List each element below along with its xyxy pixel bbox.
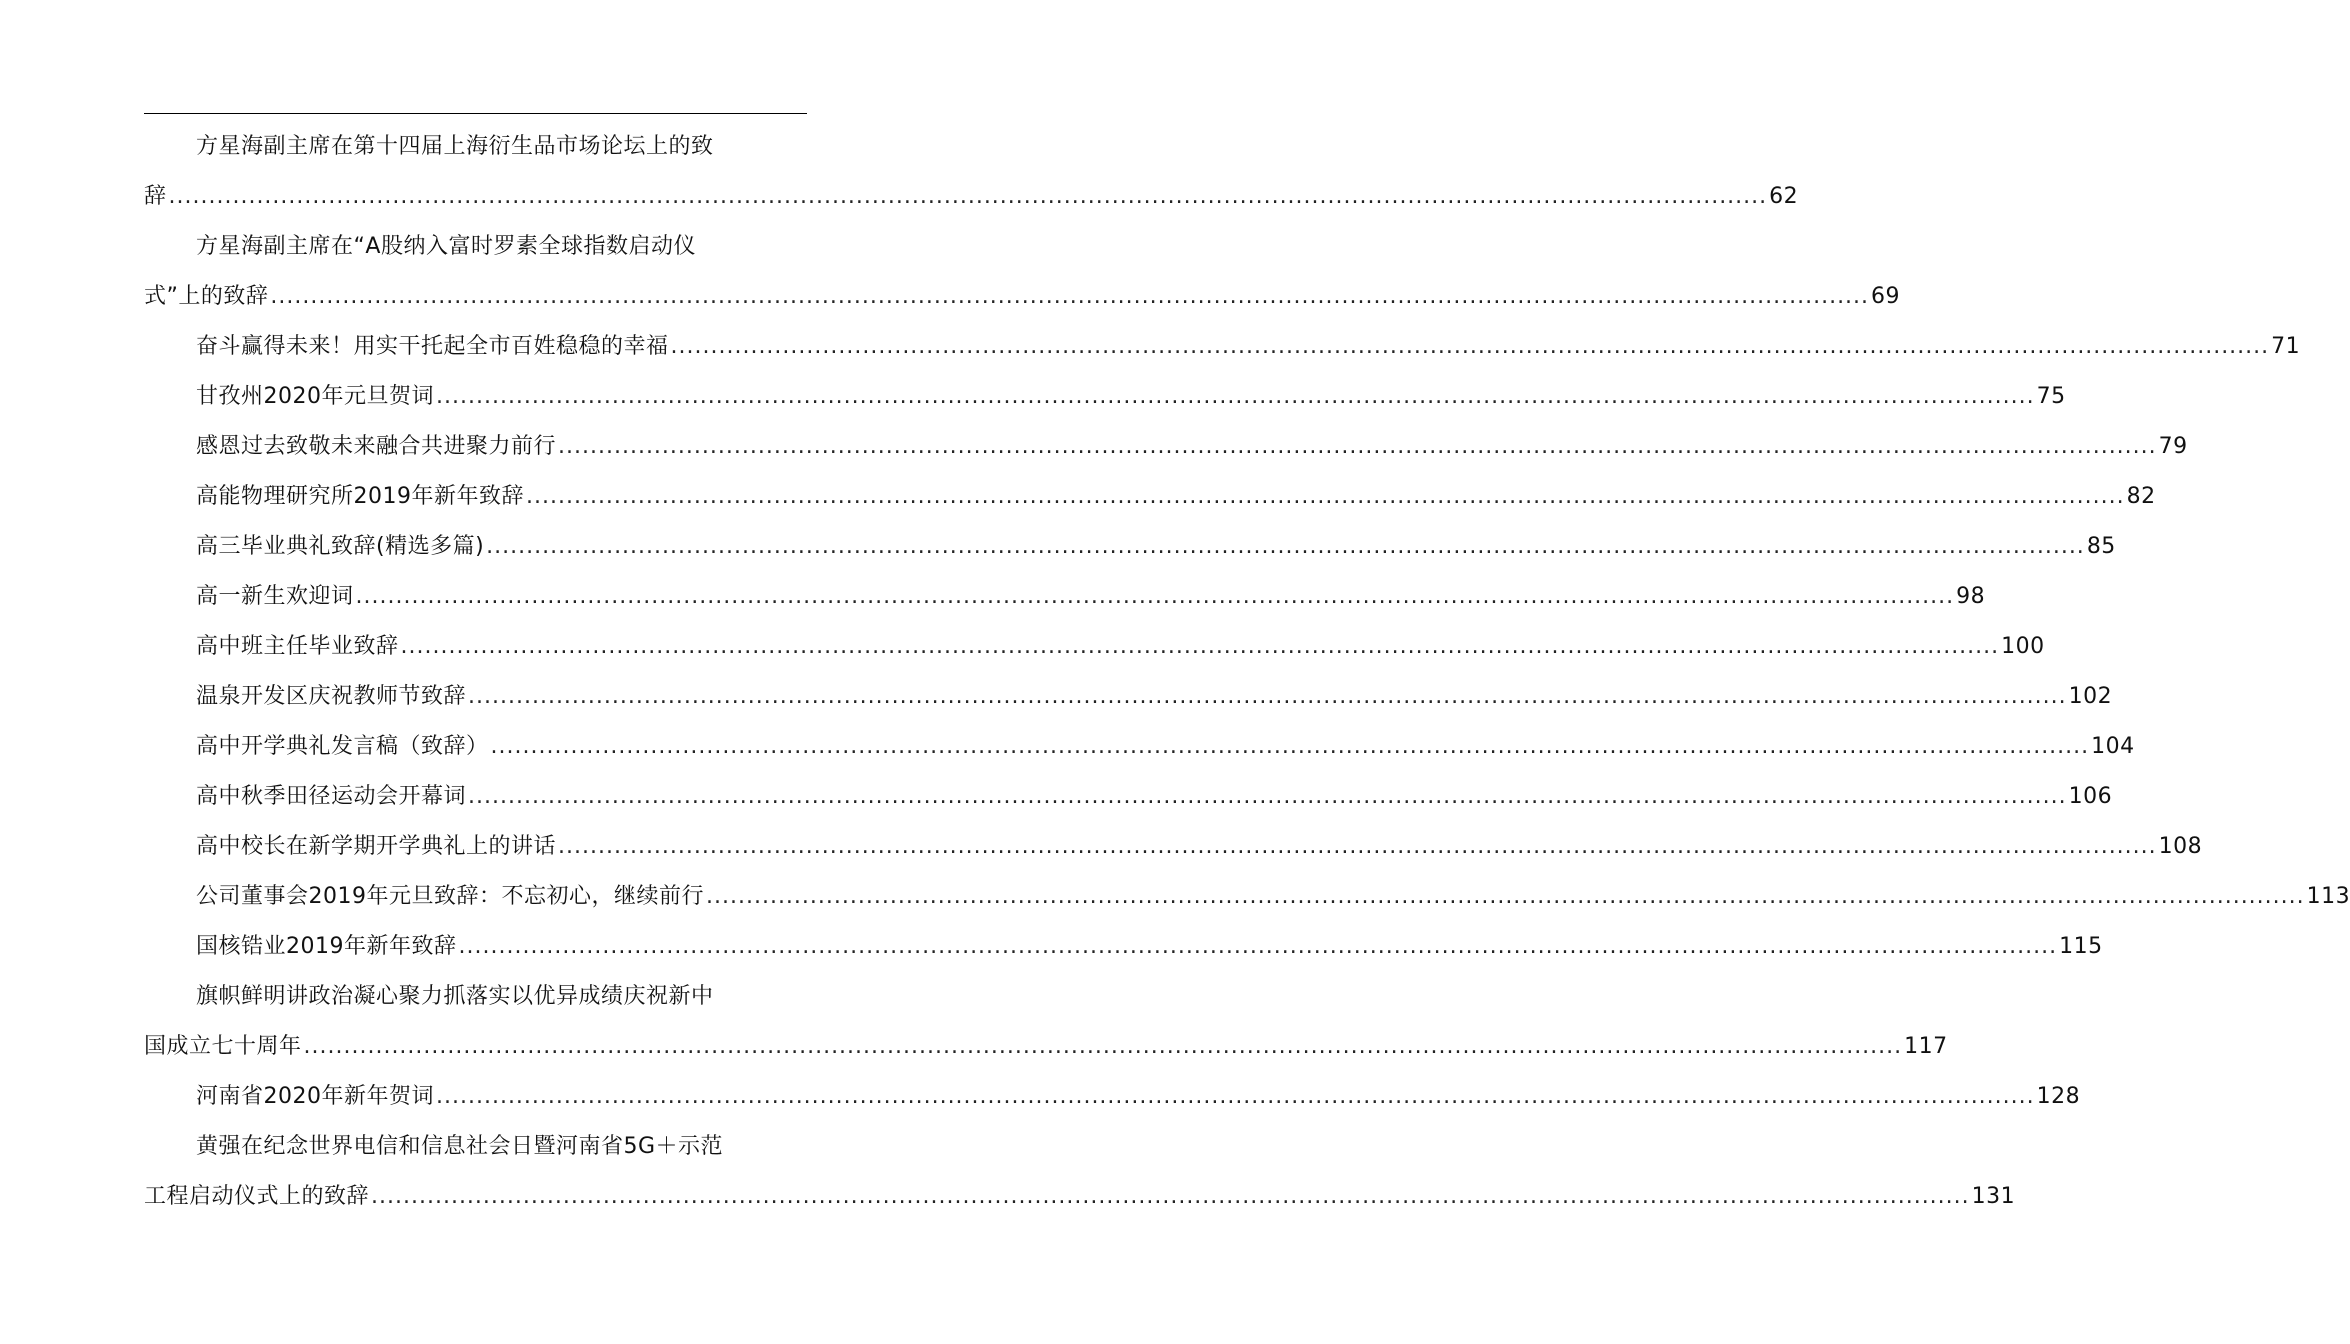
toc-entry-title: 高中班主任毕业致辞 [196, 634, 399, 659]
toc-entry[interactable] [144, 122, 1799, 222]
toc-entry-line [144, 1072, 2081, 1122]
toc-leader-dots: ........................................................................................................................................................................................................ [670, 334, 2270, 359]
toc-leader-dots: ........................................................................................................................................................................................................ [526, 484, 2125, 509]
toc-entry-title: 方星海副主席在第十四届上海衍生品市场论坛上的致 [196, 134, 714, 159]
toc-entry-line [144, 322, 2301, 372]
toc-page-number: 115 [2059, 934, 2103, 959]
toc-entry[interactable] [144, 672, 2113, 722]
toc-entry-first-line [144, 1122, 807, 1172]
toc-page-number: 75 [2036, 384, 2066, 409]
toc-entry-line [144, 522, 2116, 572]
toc-leader-dots: ........................................................................................................................................................................................................ [436, 384, 2035, 409]
toc-page-number: 62 [1769, 184, 1799, 209]
toc-entry-first-line [144, 122, 807, 172]
toc-page-number: 104 [2091, 734, 2135, 759]
toc-entry[interactable] [144, 222, 1901, 322]
toc-page-number: 113 [2306, 884, 2350, 909]
toc-entry[interactable] [144, 772, 2113, 822]
toc-leader-dots: ........................................................................................................................................................................................................ [436, 1084, 2035, 1109]
toc-entry-line [144, 872, 2350, 922]
toc-leader-dots: ........................................................................................................................................................................................................ [400, 634, 2000, 659]
toc-page-number: 98 [1956, 584, 1986, 609]
toc-entry-title: 国核锆业2019年新年致辞 [196, 934, 457, 959]
toc-entry-line [144, 372, 2066, 422]
toc-entry-title: 高中开学典礼发言稿（致辞） [196, 734, 489, 759]
toc-entry-title: 高一新生欢迎词 [196, 584, 354, 609]
toc-entry[interactable] [144, 372, 2066, 422]
toc-entry-title: 黄强在纪念世界电信和信息社会日暨河南省5G＋示范 [196, 1134, 724, 1159]
toc-entry-title: 甘孜州2020年元旦贺词 [196, 384, 434, 409]
toc-page-number: 108 [2158, 834, 2203, 859]
toc-entry-line [144, 722, 2135, 772]
toc-entry-line [144, 922, 2103, 972]
toc-entry-title-cont: 辞 [144, 184, 167, 209]
toc-page-number: 106 [2068, 784, 2113, 809]
toc-entry-title: 温泉开发区庆祝教师节致辞 [196, 684, 467, 709]
toc-entry[interactable] [144, 472, 2156, 522]
toc-entry[interactable] [144, 422, 2188, 472]
toc-entry[interactable] [144, 872, 2350, 922]
toc-leader-dots: ........................................................................................................................................................................................................ [355, 584, 1955, 609]
toc-leader-dots: ........................................................................................................................................................................................................ [468, 784, 2067, 809]
toc-entry-title: 高能物理研究所2019年新年致辞 [196, 484, 524, 509]
toc-page-number: 71 [2271, 334, 2301, 359]
toc-page-number: 117 [1904, 1034, 1948, 1059]
toc-entry-last-line [144, 172, 1799, 222]
toc-entry[interactable] [144, 922, 2103, 972]
toc-entry-title-cont: 国成立七十周年 [144, 1034, 302, 1059]
toc-entry-last-line [144, 272, 1901, 322]
toc-entry-first-line [144, 972, 807, 1022]
toc-page-number: 69 [1871, 284, 1901, 309]
toc-entry[interactable] [144, 622, 2045, 672]
toc-entry-first-line [144, 222, 807, 272]
toc-leader-dots: ........................................................................................................................................................................................................ [371, 1184, 1970, 1209]
toc-entry[interactable] [144, 322, 2301, 372]
toc-entry-title: 高三毕业典礼致辞(精选多篇) [196, 534, 485, 559]
toc-page-number: 128 [2036, 1084, 2081, 1109]
toc-entry-line [144, 472, 2156, 522]
toc-entry-line [144, 822, 2203, 872]
toc-leader-dots: ........................................................................................................................................................................................................ [468, 684, 2067, 709]
toc-entry[interactable] [144, 1122, 2016, 1222]
toc-leader-dots: ........................................................................................................................................................................................................ [486, 534, 2085, 559]
toc-entry[interactable] [144, 722, 2135, 772]
toc-entry[interactable] [144, 822, 2203, 872]
toc-entry-title: 公司董事会2019年元旦致辞：不忘初心，继续前行 [196, 884, 704, 909]
toc-entry-title: 方星海副主席在“A股纳入富时罗素全球指数启动仪 [196, 234, 696, 259]
toc-entry-title: 高中秋季田径运动会开幕词 [196, 784, 467, 809]
toc-entry-title-cont: 式”上的致辞 [144, 284, 269, 309]
table-of-contents [144, 122, 2350, 1222]
toc-page-number: 131 [1971, 1184, 2016, 1209]
toc-leader-dots: ........................................................................................................................................................................................................ [706, 884, 2305, 909]
toc-page-number: 100 [2001, 634, 2045, 659]
toc-entry-title: 感恩过去致敬未来融合共进聚力前行 [196, 434, 557, 459]
toc-leader-dots: ........................................................................................................................................................................................................ [558, 834, 2157, 859]
toc-entry-title: 河南省2020年新年贺词 [196, 1084, 434, 1109]
toc-leader-dots: ........................................................................................................................................................................................................ [168, 184, 1768, 209]
toc-leader-dots: ........................................................................................................................................................................................................ [490, 734, 2090, 759]
toc-page-number: 102 [2068, 684, 2113, 709]
toc-entry[interactable] [144, 972, 1948, 1072]
toc-leader-dots: ........................................................................................................................................................................................................ [303, 1034, 1903, 1059]
toc-entry-title-cont: 工程启动仪式上的致辞 [144, 1184, 370, 1209]
toc-entry-last-line [144, 1022, 1948, 1072]
toc-entry-last-line [144, 1172, 2016, 1222]
toc-entry-line [144, 422, 2188, 472]
toc-leader-dots: ........................................................................................................................................................................................................ [270, 284, 1870, 309]
toc-leader-dots: ........................................................................................................................................................................................................ [458, 934, 2058, 959]
toc-entry-line [144, 572, 1986, 622]
toc-entry[interactable] [144, 572, 1986, 622]
toc-entry[interactable] [144, 1072, 2081, 1122]
toc-entry-line [144, 672, 2113, 722]
toc-entry-title: 旗帜鲜明讲政治凝心聚力抓落实以优异成绩庆祝新中 [196, 984, 714, 1009]
toc-entry-line [144, 772, 2113, 822]
toc-leader-dots: ........................................................................................................................................................................................................ [558, 434, 2157, 459]
toc-page-number: 82 [2126, 484, 2156, 509]
toc-entry-title: 奋斗赢得未来！用实干托起全市百姓稳稳的幸福 [196, 334, 669, 359]
toc-page-number: 79 [2158, 434, 2188, 459]
toc-page-number: 85 [2086, 534, 2116, 559]
toc-entry[interactable] [144, 522, 2116, 572]
header-rule [144, 113, 807, 114]
toc-entry-line [144, 622, 2045, 672]
toc-entry-title: 高中校长在新学期开学典礼上的讲话 [196, 834, 557, 859]
